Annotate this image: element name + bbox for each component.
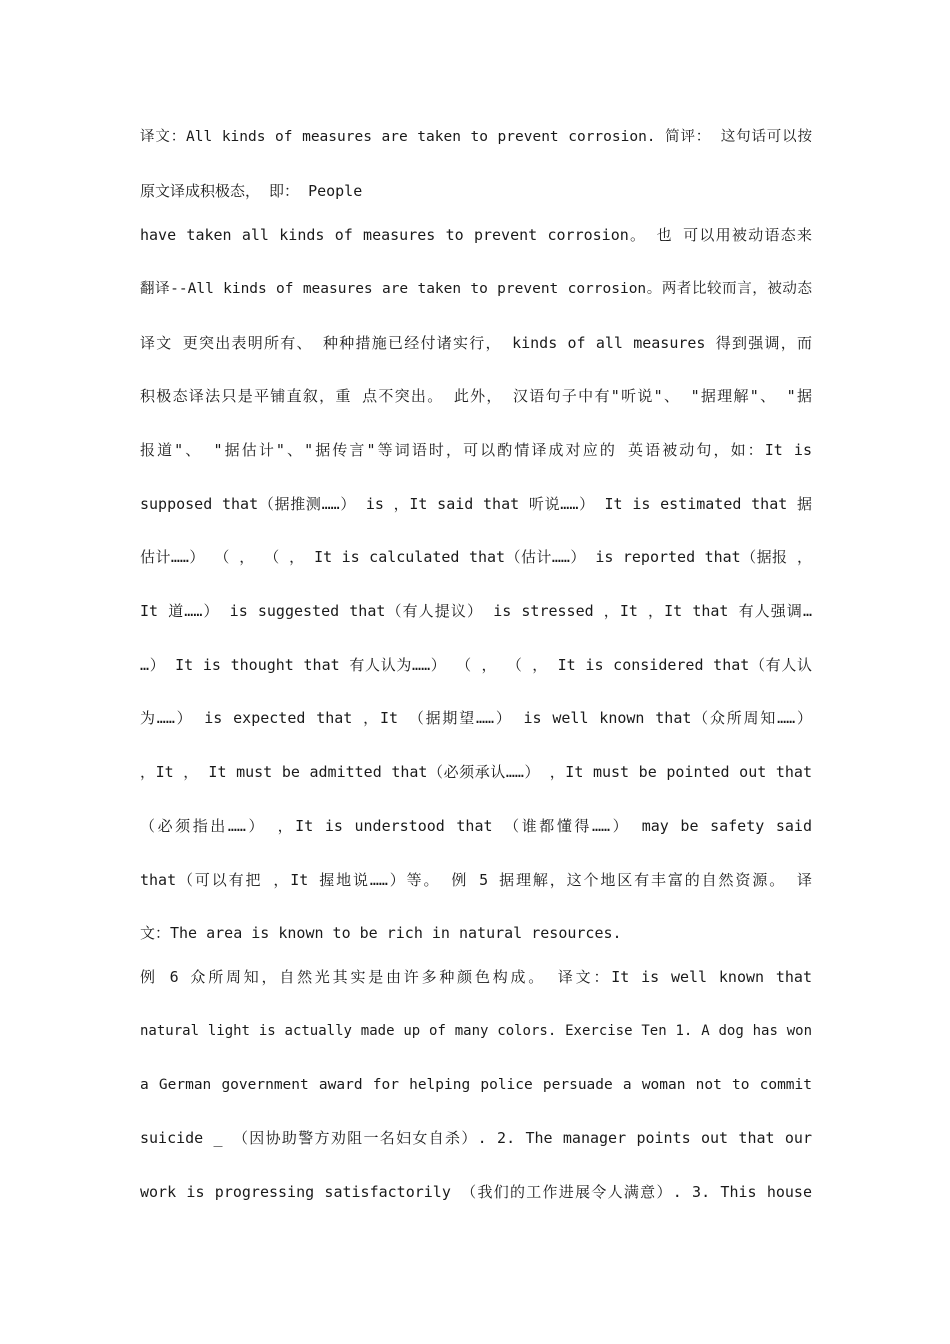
text-line: 译文：All kinds of measures are taken to prevent corrosion. 简评： 这句话可以按 [140,129,812,145]
text-line: natural light is actually made up of many colors. Exercise Ten 1. A dog has won [140,1023,812,1039]
text-line: 估计……） （ ， （ ， It is calculated that（估计……） is reported that（据报 ， [140,548,812,566]
text-line: supposed that（据推测……） is ，It said that 听说……） It is estimated that 据 [140,495,812,513]
text-line: 为……） is expected that ，It （据期望……） is well known that（众所周知……） [140,709,812,727]
text-line: It 道……） is suggested that（有人提议） is stressed ，It ，It that 有人强调… [140,602,812,620]
text-line: （必须指出……） ，It is understood that （谁都懂得……） may be safety said [140,817,812,835]
text-line: 翻译--All kinds of measures are taken to prevent corrosion。两者比较而言，被动态 [140,281,812,297]
text-line: work is progressing satisfactorily （我们的工作进展令人满意）. 3. This house [140,1183,812,1201]
text-line: 例 6 众所周知，自然光其实是由许多种颜色构成。 译文：It is well known that [140,968,812,986]
text-line: 积极态译法只是平铺直叙，重 点不突出。 此外， 汉语句子中有"听说"、 "据理解"、 "据 [140,387,812,405]
text-line: that（可以有把 ，It 握地说……）等。 例 5 据理解，这个地区有丰富的自然资源。 译 [140,871,812,889]
text-line: …） It is thought that 有人认为……） （ ， （ ， It is considered that（有人认 [140,656,812,674]
text-line: 译文 更突出表明所有、 种种措施已经付诸实行， kinds of all measures 得到强调，而 [140,334,812,352]
text-line: 报道"、 "据估计"、"据传言"等词语时，可以酌情译成对应的 英语被动句，如：It is [140,441,812,459]
text-line: 文：The area is known to be rich in natural resources. [140,924,622,942]
text-line: ，It ， It must be admitted that（必须承认……） ，It must be pointed out that [140,763,812,781]
text-line: have taken all kinds of measures to prevent corrosion。 也 可以用被动语态来 [140,226,812,244]
text-line: a German government award for helping police persuade a woman not to commit [140,1077,812,1093]
text-line: 原文译成积极态， 即： People [140,182,363,200]
text-line: suicide _ （因协助警方劝阻一名妇女自杀）. 2. The manager points out that our [140,1129,812,1147]
